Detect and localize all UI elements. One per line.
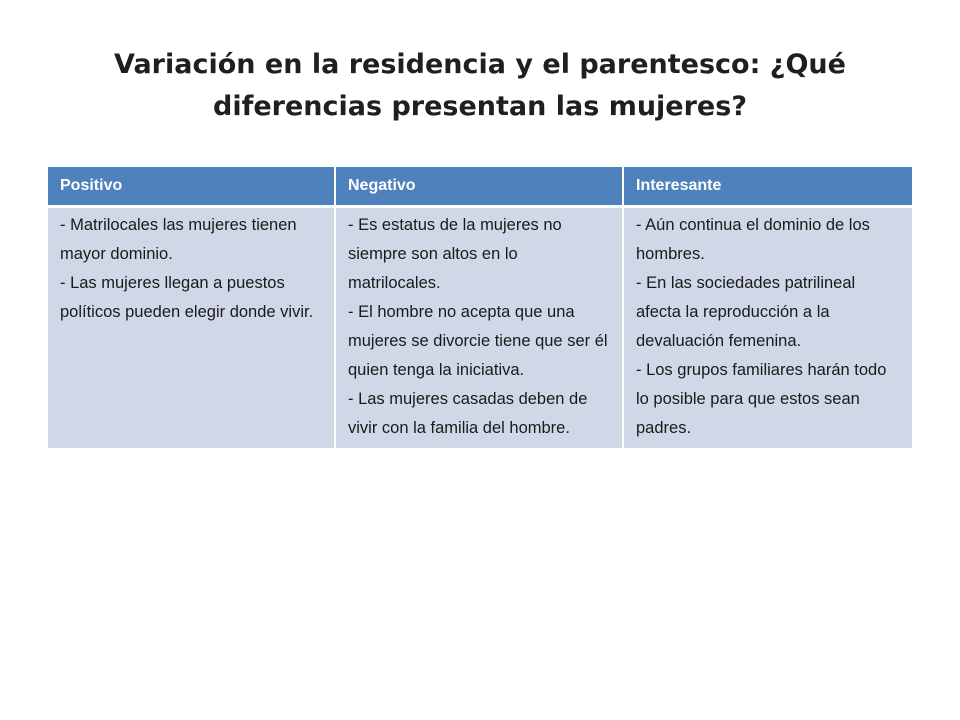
negativo-item-1: - Es estatus de la mujeres no siempre son altos en lo matrilocales. [348,216,562,292]
cell-interesante [623,207,912,449]
interesante-item-3: - Los grupos familiares harán todo lo posible para que estos sean padres. [636,361,887,437]
negativo-item-3: - Las mujeres casadas deben de vivir con la familia del hombre. [348,390,588,437]
slide-title-line-1: Variación en la residencia y el parentesco: ¿Qué [114,49,846,80]
interesante-item-1: - Aún continua el dominio de los hombres. [636,216,870,263]
header-interesante: Interesante [623,167,912,207]
table-header-row [48,167,912,207]
positivo-item-1: - Matrilocales las mujeres tienen mayor dominio. [60,216,297,263]
table-row [48,207,912,449]
header-negativo: Negativo [335,167,623,207]
header-positivo: Positivo [48,167,335,207]
cell-positivo [48,207,335,449]
positivo-item-2: - Las mujeres llegan a puestos políticos pueden elegir donde vivir. [60,274,314,321]
slide-title [60,44,900,128]
negativo-item-2: - El hombre no acepta que una mujeres se divorcie tiene que ser él quien tenga la iniciativa. [348,303,608,379]
cell-negativo [335,207,623,449]
slide-title-line-2: diferencias presentan las mujeres? [213,91,747,122]
interesante-item-2: - En las sociedades patrilineal afecta la reproducción a la devaluación femenina. [636,274,856,350]
comparison-table [48,167,912,448]
